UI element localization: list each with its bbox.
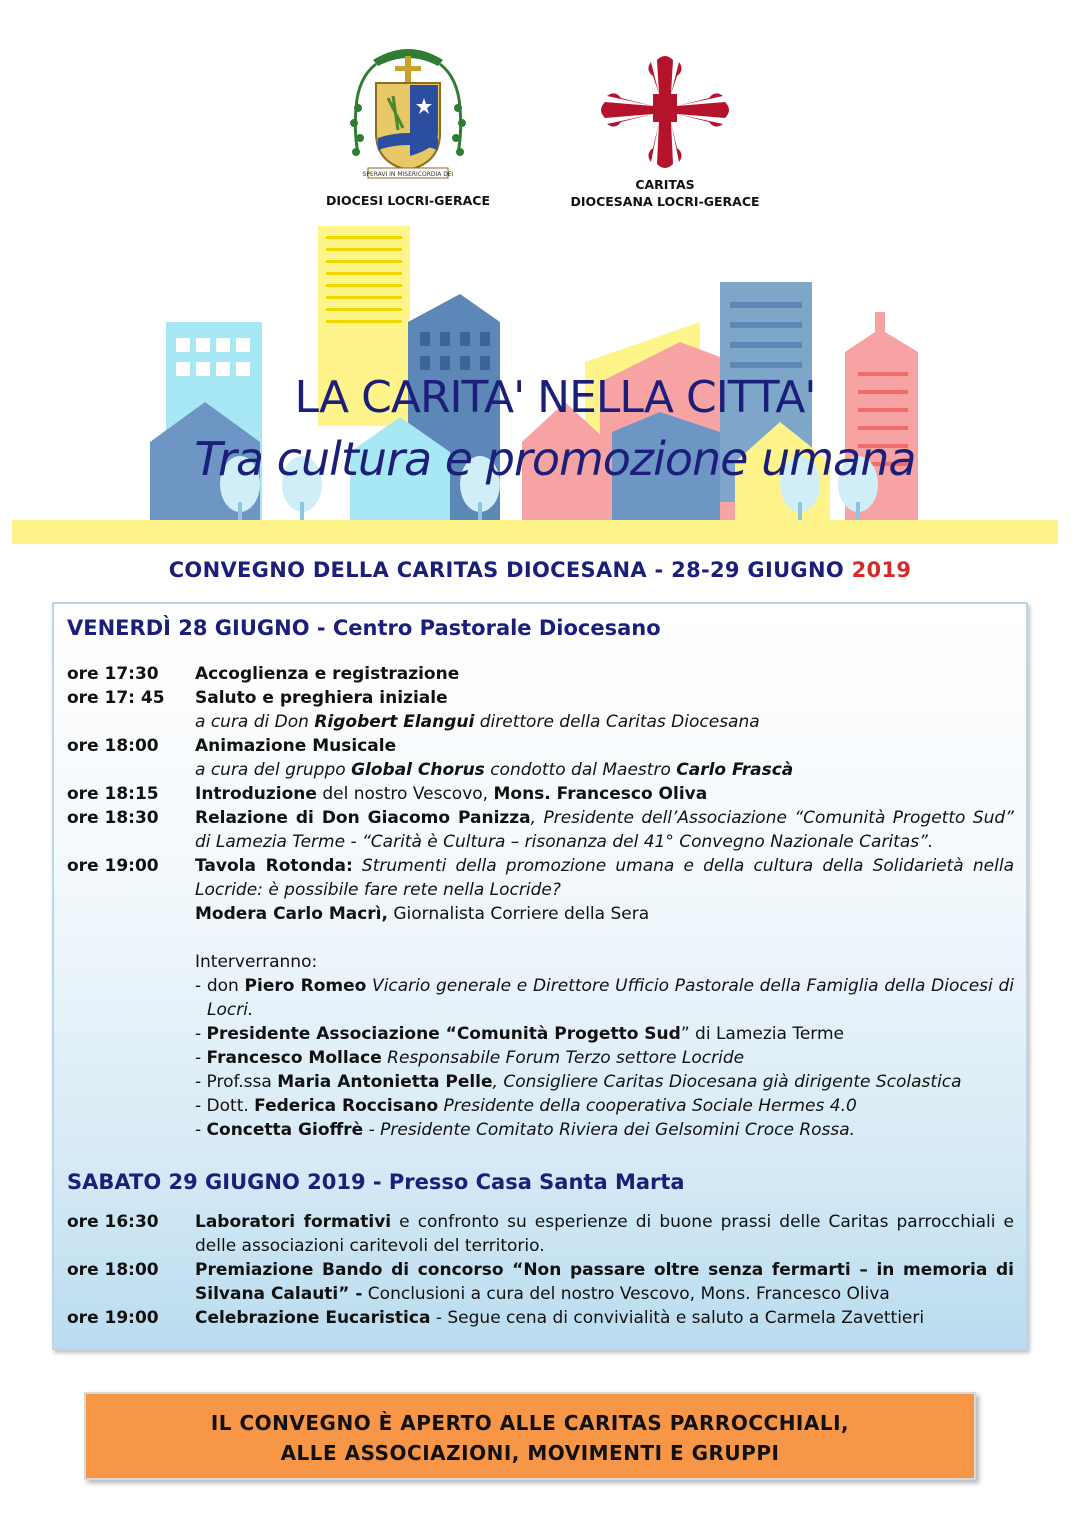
- caritas-label-1: CARITAS: [635, 177, 695, 192]
- diocesi-crest-icon: [318, 38, 498, 188]
- row-title: Animazione Musicale: [195, 736, 397, 756]
- schedule-row: ore 18:30 Relazione di Don Giacomo Panizza, Presidente dell’Associazione “Comunità Progetto Sud” di Lamezia Terme - “Carità è Cultura – risonanza del 41° Convegno Nazionale Caritas”.: [67, 808, 1014, 852]
- diocesi-label: DIOCESI LOCRI-GERACE: [326, 193, 490, 208]
- schedule-row: ore 19:00 Celebrazione Eucaristica - Segue cena di convivialità e saluto a Carmela Zavettieri: [67, 1308, 925, 1328]
- event-subtitle: Tra cultura e promozione umana: [194, 432, 916, 486]
- schedule-row: [67, 662, 1014, 686]
- speakers-label: Interverranno:: [195, 952, 318, 972]
- banner-line-1: IL CONVEGNO È APERTO ALLE CARITAS PARROCCHIALI,: [210, 1411, 850, 1435]
- diocesi-logo: [318, 38, 498, 209]
- conference-dates-text: CONVEGNO DELLA CARITAS DIOCESANA - 28-29 GIUGNO: [168, 558, 852, 582]
- schedule-row: [67, 686, 1014, 734]
- schedule-row: ore 16:30 Laboratori formativi e confronto su esperienze di buone prassi delle Caritas parrocchiali e delle associazioni caritevoli del territorio.: [67, 1212, 1014, 1256]
- speaker-item: - don Piero Romeo Vicario generale e Direttore Ufficio Pastorale della Famiglia della Diocesi di Locri.: [195, 976, 1014, 1020]
- row-time: ore 19:00: [67, 1308, 159, 1328]
- conference-year: 2019: [851, 558, 912, 582]
- crest-motto: SPERAVI IN MISERICORDIA DEI: [362, 171, 454, 178]
- speaker-item: - Presidente Associazione “Comunità Progetto Sud” di Lamezia Terme: [195, 1024, 844, 1044]
- schedule-row: ore 18:15 Introduzione del nostro Vescovo, Mons. Francesco Oliva: [67, 784, 708, 804]
- row-time: ore 19:00: [67, 856, 159, 876]
- row-title: Saluto e preghiera iniziale: [195, 688, 448, 708]
- event-title: LA CARITA' NELLA CITTA': [294, 372, 816, 423]
- schedule-row: ore 19:00 Tavola Rotonda: Strumenti della promozione umana e della cultura della Solidarietà nella Locride: è possibile fare rete nella Locride? Modera Carlo Macrì, Giornalista Corriere della Sera Interverranno: - don Piero Romeo Vicario generale e Direttore Ufficio Pastorale della Famiglia della Diocesi di Locri. - Presidente Associazione “Comunità Progetto Sud” di Lamezia Terme - Francesco Mollace Responsabile Forum Terzo settore Locride - Prof.ssa Maria Antonietta Pelle, Consigliere Caritas Diocesana già dirigente Scolastica - Dott. Federica Roccisano Presidente della cooperativa Sociale Hermes 4.0 - Concetta Gioffrè - Presidente Comitato Riviera dei Gelsomini Croce Rossa.: [67, 856, 1014, 1140]
- speaker-item: - Dott. Federica Roccisano Presidente della cooperativa Sociale Hermes 4.0: [195, 1096, 857, 1116]
- schedule-row: [67, 734, 1014, 782]
- caritas-logo: [565, 52, 765, 210]
- row-time: ore 18:30: [67, 808, 159, 828]
- speaker-item: - Concetta Gioffrè - Presidente Comitato Riviera dei Gelsomini Croce Rossa.: [195, 1120, 856, 1140]
- speaker-item: - Prof.ssa Maria Antonietta Pelle, Consigliere Caritas Diocesana già dirigente Scolastica: [195, 1072, 962, 1092]
- saturday-heading: SABATO 29 GIUGNO 2019 - Presso Casa Santa Marta: [67, 1170, 685, 1194]
- row-time: ore 17:30: [67, 664, 159, 684]
- row-time: ore 16:30: [67, 1212, 159, 1232]
- program-box: [52, 602, 1028, 1350]
- row-time: ore 18:15: [67, 784, 159, 804]
- row-note: a cura del gruppo Global Chorus condotto dal Maestro Carlo Frascà: [195, 760, 794, 780]
- row-time: ore 18:00: [67, 736, 159, 756]
- row-time: ore 17: 45: [67, 688, 165, 708]
- row-title: Accoglienza e registrazione: [195, 664, 460, 684]
- banner-line-2: ALLE ASSOCIAZIONI, MOVIMENTI E GRUPPI: [280, 1441, 780, 1465]
- speaker-item: - Francesco Mollace Responsabile Forum Terzo settore Locride: [195, 1048, 745, 1068]
- open-to-parishes-banner: [84, 1392, 976, 1480]
- caritas-label-2: DIOCESANA LOCRI-GERACE: [570, 194, 760, 209]
- caritas-cross-icon: [595, 52, 735, 172]
- row-time: ore 18:00: [67, 1260, 159, 1280]
- row-note: a cura di Don Rigobert Elangui direttore della Caritas Diocesana: [195, 712, 760, 732]
- schedule-row: ore 18:00 Premiazione Bando di concorso “Non passare oltre senza fermarti – in memoria di Silvana Calauti” - Conclusioni a cura del nostro Vescovo, Mons. Francesco Oliva: [67, 1260, 1014, 1304]
- moderator-line: Modera Carlo Macrì, Giornalista Corriere della Sera: [195, 904, 650, 924]
- conference-dates: [0, 558, 1080, 582]
- friday-heading: VENERDÌ 28 GIUGNO - Centro Pastorale Diocesano: [67, 616, 661, 640]
